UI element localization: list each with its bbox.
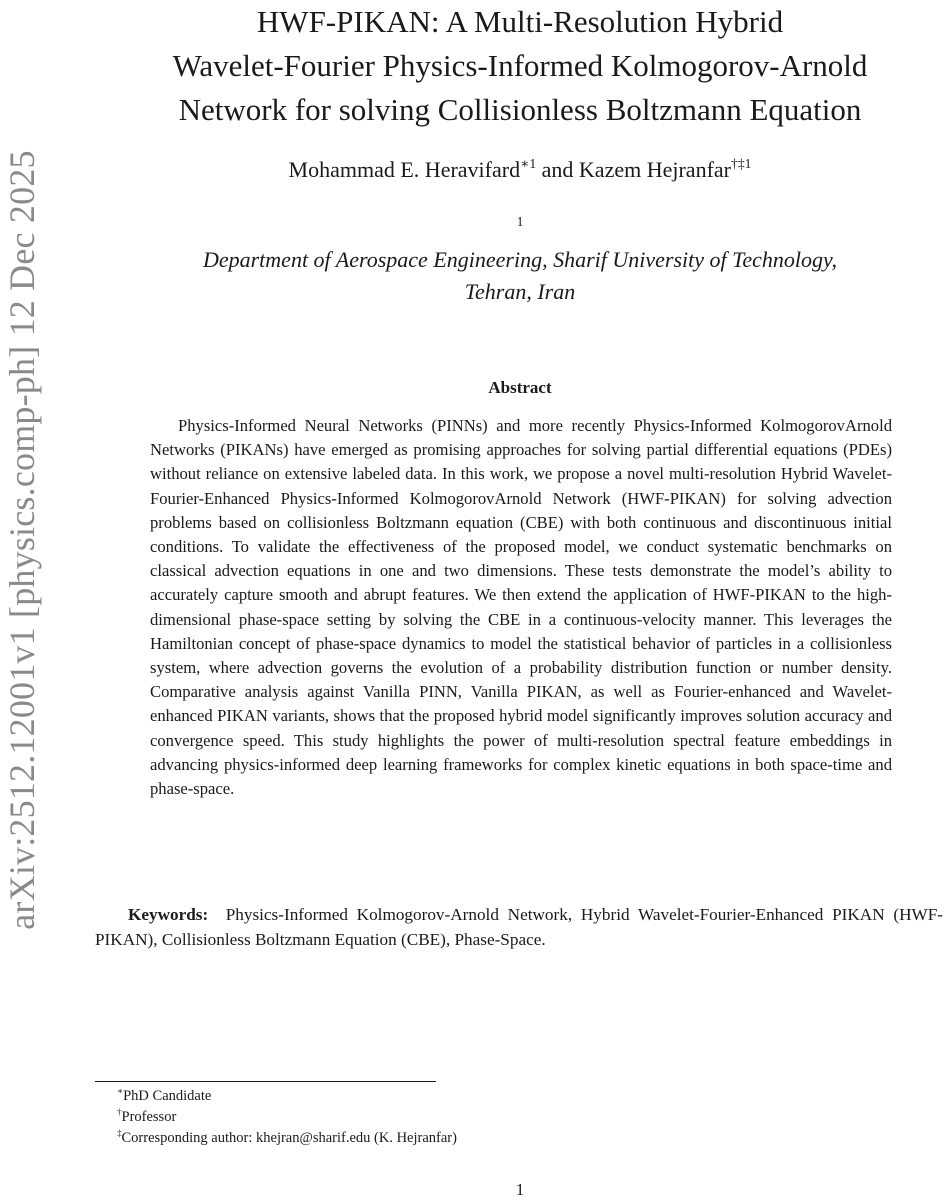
keywords-text: Physics-Informed Kolmogorov-Arnold Network, Hybrid Wavelet-Fourier-Enhanced PIKAN (HWF-PIKAN), Collisionless Boltzmann Equation (CBE), Phase-Space.	[95, 905, 944, 949]
affiliation	[95, 212, 945, 308]
abstract-text: Physics-Informed Neural Networks (PINNs) and more recently Physics-Informed KolmogorovArnold Networks (PIKANs) have emerged as promising approaches for solving partial differential equations (PDEs) without reliance on extensive labeled data. In this work, we propose a novel multi-resolution Hybrid Wavelet-Fourier-Enhanced Physics-Informed KolmogorovArnold Network (HWF-PIKAN) for solving advection problems based on collisionless Boltzmann equation (CBE) with both continuous and discontinuous initial conditions. To validate the effectiveness of the proposed model, we conduct systematic benchmarks on classical advection equations in one and two dimensions. These tests demonstrate the model’s ability to accurately capture smooth and abrupt features. We then extend the application of HWF-PIKAN to the high-dimensional phase-space setting by solving the CBE in a continuous-velocity manner. This leverages the Hamiltonian concept of phase-space dynamics to model the statistical behavior of particles in a collisionless system, where advection governs the evolution of a probability distribution function or number density. Comparative analysis against Vanilla PINN, Vanilla PIKAN, as well as Fourier-enhanced and Wavelet-enhanced PIKAN variants, shows that the proposed hybrid model significantly improves solution accuracy and convergence speed. This study highlights the power of multi-resolution spectral feature embeddings in advancing physics-informed deep learning frameworks for complex kinetic equations in both space-time and phase-space.	[150, 416, 892, 799]
title-line-2: Wavelet-Fourier Physics-Informed Kolmogorov-Arnold	[172, 48, 868, 83]
footnote-mark: ∗	[117, 1085, 124, 1096]
arxiv-side-stamp	[1, 0, 43, 1200]
affiliation-text: Department of Aerospace Engineering, Sharif University of Technology,	[202, 247, 838, 272]
footnote-mark: †	[117, 1106, 122, 1117]
footnote	[117, 1107, 457, 1128]
footnotes	[117, 1086, 457, 1149]
footnote	[117, 1086, 457, 1107]
author-name: Kazem Hejranfar	[578, 157, 731, 182]
author-name: Mohammad E. Heravifard	[288, 157, 521, 182]
affiliation-mark: 1	[516, 214, 524, 229]
author-conjunction: and	[536, 157, 579, 182]
title-line-3: Network for solving Collisionless Boltzmann Equation	[178, 92, 862, 127]
affiliation-line-2: Tehran, Iran	[464, 279, 576, 304]
footnote-text: Corresponding author: khejran@sharif.edu (K. Hejranfar)	[121, 1130, 457, 1146]
footnote-mark: ‡	[117, 1127, 122, 1138]
title-line-1: HWF-PIKAN: A Multi-Resolution Hybrid	[256, 4, 784, 39]
abstract-heading: Abstract	[488, 378, 552, 397]
page-number: 1	[515, 1180, 525, 1199]
footnote-divider	[95, 1081, 436, 1082]
footnote	[117, 1128, 457, 1149]
arxiv-identifier: arXiv:2512.12001v1 [physics.comp-ph] 12 Dec 2025	[2, 150, 42, 930]
affiliation-line-1	[95, 212, 945, 276]
footnote-text: PhD Candidate	[123, 1088, 212, 1104]
footnote-text: Professor	[121, 1109, 177, 1125]
author-list	[95, 155, 945, 185]
keywords	[95, 902, 943, 952]
author-footnote-mark: †‡1	[731, 156, 752, 171]
keywords-label: Keywords:	[128, 905, 209, 924]
author-footnote-mark: ∗1	[520, 156, 537, 171]
paper-title	[95, 0, 945, 132]
